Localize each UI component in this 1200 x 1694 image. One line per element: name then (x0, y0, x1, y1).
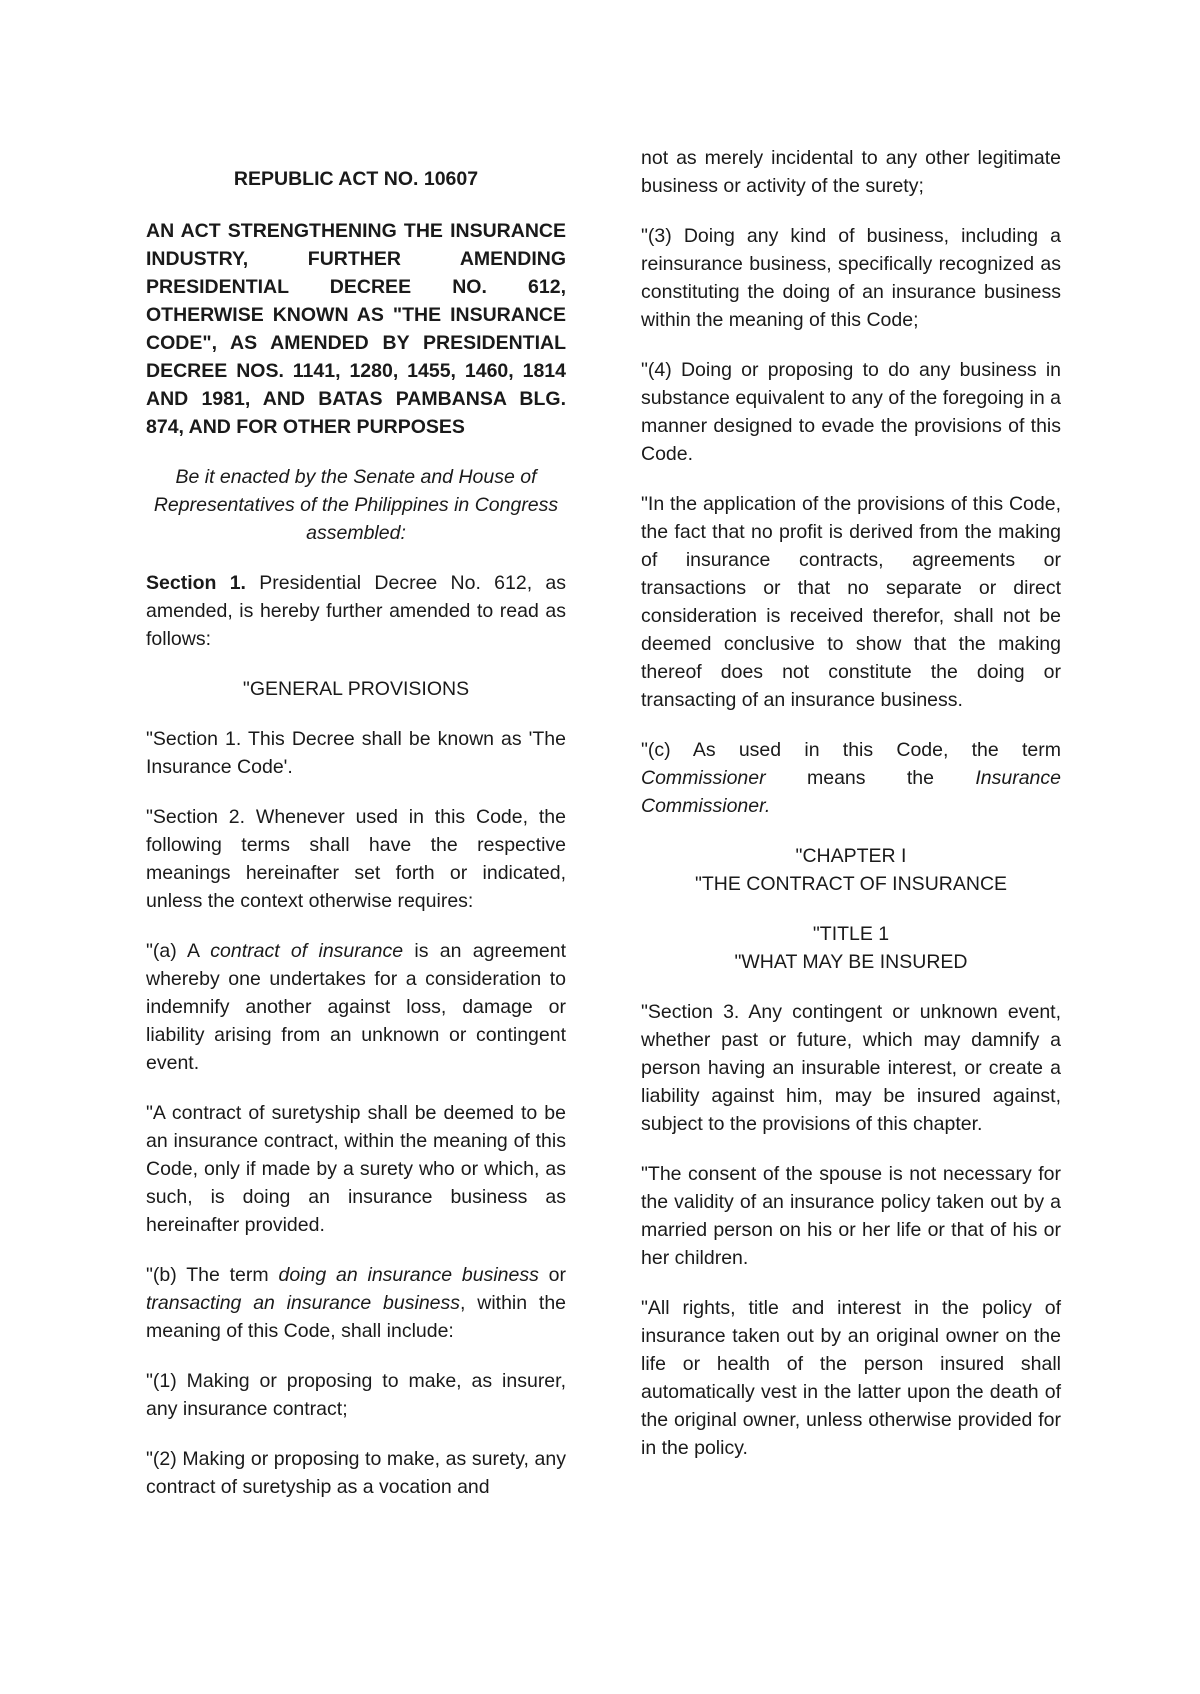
definition-b (146, 1261, 566, 1345)
definition-b-prefix: "(b) The term (146, 1264, 279, 1286)
suretyship-paragraph: "A contract of suretyship shall be deemed to be an insurance contract, within the meaning of this Code, only if made by a surety who or which, as such, is doing an insurance business as hereinafter provided. (146, 1102, 566, 1236)
definition-c-means: means the (765, 767, 976, 789)
chapter-title: "THE CONTRACT OF INSURANCE (694, 873, 1008, 895)
item-2-continued: not as merely incidental to any other legitimate business or activity of the surety; (641, 147, 1061, 197)
chapter-number: "CHAPTER I (795, 845, 907, 867)
spouse-consent-paragraph: "The consent of the spouse is not necessary for the validity of an insurance policy taken out by a married person on his or her life or that of his or her children. (641, 1163, 1061, 1269)
chapter-heading (641, 842, 1061, 898)
title-name: "WHAT MAY BE INSURED (734, 951, 968, 973)
act-title: AN ACT STRENGTHENING THE INSURANCE INDUSTRY, FURTHER AMENDING PRESIDENTIAL DECREE NO. 612, OTHERWISE KNOWN AS "THE INSURANCE CODE", AS AMENDED BY PRESIDENTIAL DECREE NOS. 1141, 1280, 1455, 1460, 1814 AND 1981, AND BATAS PAMBANSA BLG. 874, AND FOR OTHER PURPOSES (146, 220, 566, 438)
item-3: "(3) Doing any kind of business, including a reinsurance business, specifically recognized as constituting the doing of an insurance business within the meaning of this Code; (641, 225, 1061, 331)
right-column (641, 0, 1061, 1484)
title-heading (641, 920, 1061, 976)
definition-a-term: contract of insurance (210, 940, 404, 962)
rights-paragraph: "All rights, title and interest in the policy of insurance taken out by an original owner on the life or health of the person insured shall automatically vest in the latter upon the death of the original owner, unless otherwise provided for in the policy. (641, 1297, 1061, 1459)
code-section-3: "Section 3. Any contingent or unknown event, whether past or future, which may damnify a person having an insurable interest, or create a liability against him, may be insured against, subject to the provisions of this chapter. (641, 1001, 1061, 1135)
definition-a-prefix: "(a) A (146, 940, 211, 962)
definition-b-or: or (538, 1264, 566, 1286)
section-1-text: Presidential Decree No. 612, as amended, is hereby further amended to read as follows: (146, 572, 566, 650)
definition-c (641, 736, 1061, 820)
definition-c-meaning: Insurance Commissioner. (641, 767, 1061, 817)
enacting-clause: Be it enacted by the Senate and House of Representatives of the Philippines in Congress assembled: (153, 466, 559, 544)
definition-a-text: is an agreement whereby one undertakes for a consideration to indemnify another against loss, damage or liability arising from an unknown or contingent event. (146, 940, 566, 1074)
code-section-1: "Section 1. This Decree shall be known as 'The Insurance Code'. (146, 728, 566, 778)
definition-c-term: Commissioner (641, 767, 766, 789)
definition-c-prefix: "(c) As used in this Code, the term (641, 739, 1061, 761)
code-section-2: "Section 2. Whenever used in this Code, the following terms shall have the respective meanings hereinafter set forth or indicated, unless the context otherwise requires: (146, 806, 566, 912)
definition-a (146, 937, 566, 1077)
act-number-heading: REPUBLIC ACT NO. 10607 (233, 168, 479, 190)
item-1: "(1) Making or proposing to make, as insurer, any insurance contract; (146, 1370, 566, 1420)
item-2: "(2) Making or proposing to make, as surety, any contract of suretyship as a vocation and (146, 1448, 566, 1498)
section-1-label: Section 1. (146, 572, 246, 594)
application-paragraph: "In the application of the provisions of this Code, the fact that no profit is derived from the making of insurance contracts, agreements or transactions or that no separate or direct consideration is received therefor, shall not be deemed conclusive to show that the making thereof does not constitute the doing or transacting of an insurance business. (641, 493, 1061, 711)
section-1-paragraph (146, 569, 566, 653)
left-column (146, 0, 566, 1523)
definition-b-term-1: doing an insurance business (278, 1264, 539, 1286)
definition-b-text: , within the meaning of this Code, shall include: (146, 1292, 567, 1342)
definition-b-term-2: transacting an insurance business (146, 1292, 461, 1314)
item-4: "(4) Doing or proposing to do any business in substance equivalent to any of the foregoing in a manner designed to evade the provisions of this Code. (641, 359, 1061, 465)
title-number: "TITLE 1 (812, 923, 890, 945)
general-provisions-heading: "GENERAL PROVISIONS (242, 678, 470, 700)
